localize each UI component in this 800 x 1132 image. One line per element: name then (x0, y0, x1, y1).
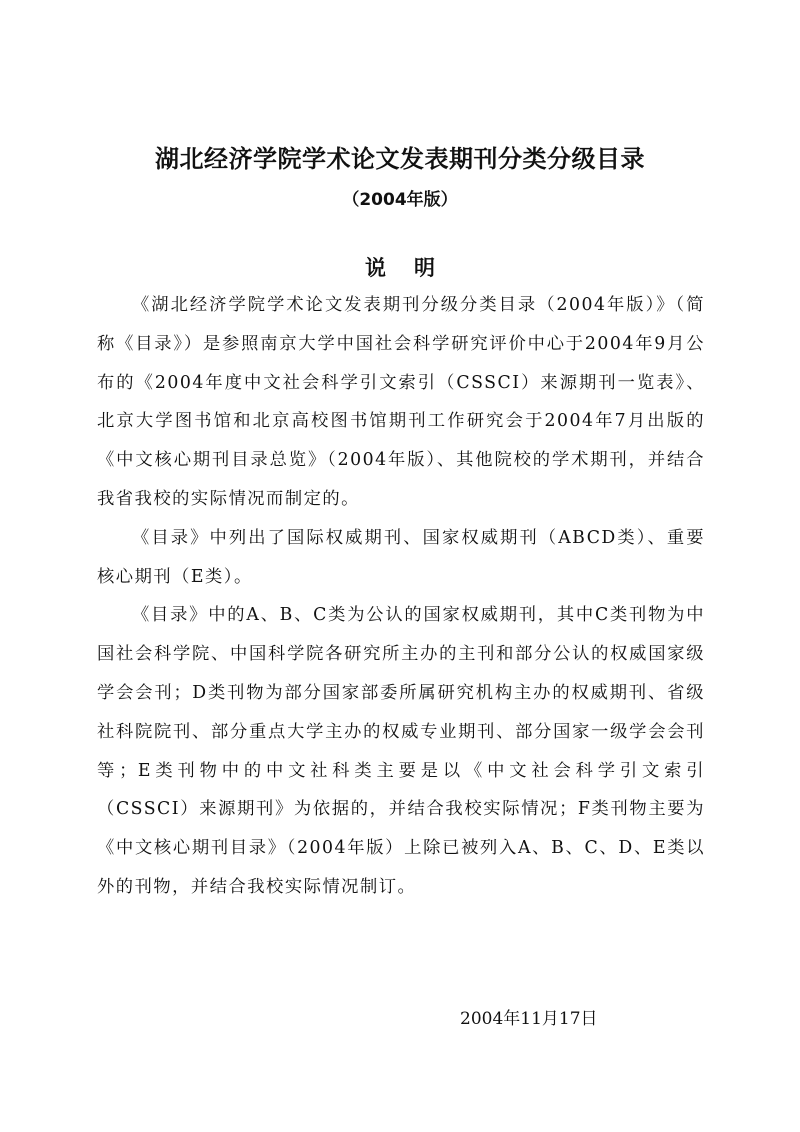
paragraph-categories: 《目录》中的A、B、C类为公认的国家权威期刊，其中C类刊物为中国社会科学院、中国科学院各研究所主办的主刊和部分公认的权威国家级学会会刊；D类刊物为部分国家部委所属研究机构主办的权威期刊、省级社科院院刊、部分重点大学主办的权威专业期刊、部分国家一级学会会刊等；E类刊物中的中文社科类主要是以《中文社会科学引文索引（CSSCI）来源期刊》为依据的，并结合我校实际情况；F类刊物主要为《中文核心期刊目录》（2004年版）上除已被列入A、B、C、D、E类以外的刊物，并结合我校实际情况制订。 (97, 605, 705, 897)
document-date: 2004年11月17日 (460, 1009, 598, 1029)
document-subtitle: （2004年版） (342, 190, 458, 210)
section-heading: 说明 (365, 255, 463, 280)
document-title: 湖北经济学院学术论文发表期刊分类分级目录 (155, 145, 645, 173)
paragraph-contents: 《目录》中列出了国际权威期刊、国家权威期刊（ABCD类）、重要核心期刊（E类）。 (97, 527, 705, 587)
paragraph-intro: 《湖北经济学院学术论文发表期刊分级分类目录（2004年版）》（简称《目录》）是参照南京大学中国社会科学研究评价中心于2004年9月公布的《2004年度中文社会科学引文索引（CSSCI）来源期刊一览表》、北京大学图书馆和北京高校图书馆期刊工作研究会于2004年7月出版的《中文核心期刊目录总览》（2004年版）、其他院校的学术期刊，并结合我省我校的实际情况而制定的。 (97, 295, 705, 509)
document-body (97, 286, 705, 907)
